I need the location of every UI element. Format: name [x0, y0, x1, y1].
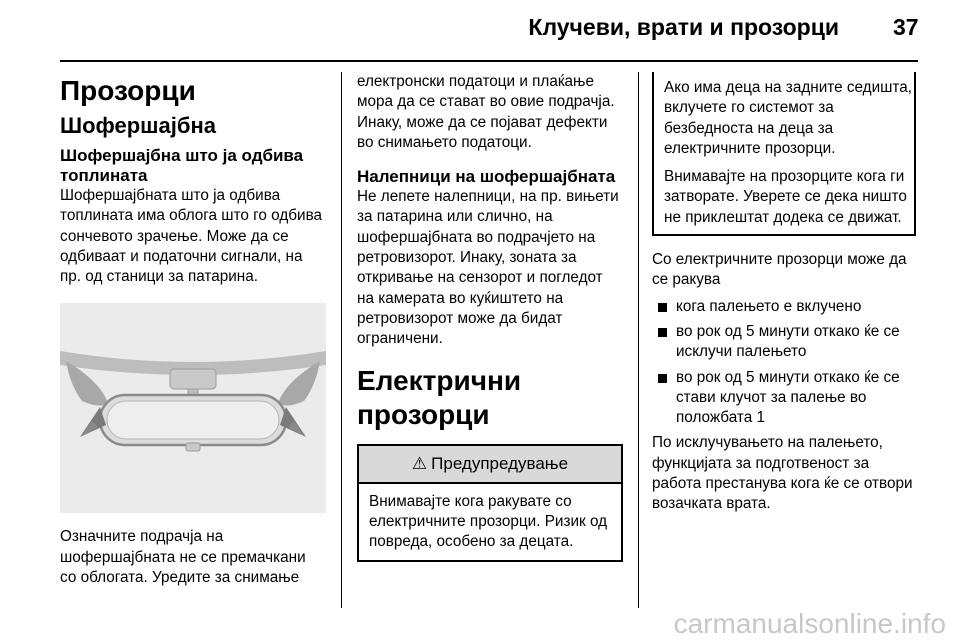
bullet-list — [652, 297, 920, 429]
list-item: кога палењето е вклучено — [652, 297, 920, 317]
column-left — [60, 72, 326, 588]
paragraph: Внимавајте на прозорците кога ги затворате. Уверете се дека ништо не приклештат додека се движат. — [664, 168, 907, 226]
windshield-figure — [60, 303, 326, 513]
paragraph: Со електричните прозорци може да се ракува — [652, 251, 907, 289]
subsection-title: Шофершајбна — [60, 113, 216, 138]
page-header-title: Клучеви, врати и прозорци — [528, 14, 839, 40]
warning-title: Предупредување — [431, 453, 569, 473]
watermark: carmanualsonline.info — [673, 608, 946, 639]
paragraph: Не лепете налепници, на пр. вињети за патарина или слично, на шофершајбната во подрачјето на ретровизорот. Инаку, зоната за откривање на сензорот и погледот на камерата во куќиштето на ретровизорот може да бидат ограничени. — [357, 188, 619, 348]
paragraph: По исклучувањето на палењето, функцијата за подготвеност за работа престанува кога ќе се отвори возачката врата. — [652, 434, 913, 513]
subheading: Налепници на шофершајбната — [357, 167, 616, 187]
warning-box — [357, 444, 623, 563]
warning-icon: ⚠ — [411, 453, 428, 473]
windshield-illustration — [60, 303, 326, 513]
section-title: Прозорци — [60, 75, 196, 106]
list-item: во рок од 5 минути откако ќе се исклучи палењето — [652, 322, 920, 363]
paragraph: електронски податоци и плаќање мора да се стават во овие подрачја. Инаку, може да се појават дефекти во снимањето податоци. — [357, 73, 615, 151]
paragraph: Означните подрачја на шофершајбната не се премачкани со облогата. Уредите за снимање — [60, 528, 306, 587]
column-right — [652, 72, 920, 515]
column-divider — [638, 72, 639, 608]
warning-header — [359, 446, 621, 484]
warning-box-continued — [652, 72, 916, 236]
paragraph: Ако има деца на задните седишта, вклучете го системот за безбедноста на деца за електричните прозорци. — [664, 79, 912, 157]
column-middle — [357, 72, 623, 562]
heading: Шофершајбна што ја одбива топлината — [60, 146, 304, 185]
list-item: во рок од 5 минути откако ќе се стави клучот за палење во положбата 1 — [652, 368, 920, 429]
section-title-windows: Електрични прозорци — [357, 364, 522, 430]
page-number: 37 — [893, 14, 919, 40]
warning-text: Внимавајте кога ракувате со електричните прозорци. Ризик од повреда, особено за децата. — [369, 492, 608, 551]
column-divider — [341, 72, 342, 608]
paragraph: Шофершајбната што ја одбива топлината има облога што го одбива сончевото зрачење. Може да се одбиваат и податочни сигнали, на пр. од станици за патарина. — [60, 187, 323, 286]
header-rule — [60, 60, 918, 62]
